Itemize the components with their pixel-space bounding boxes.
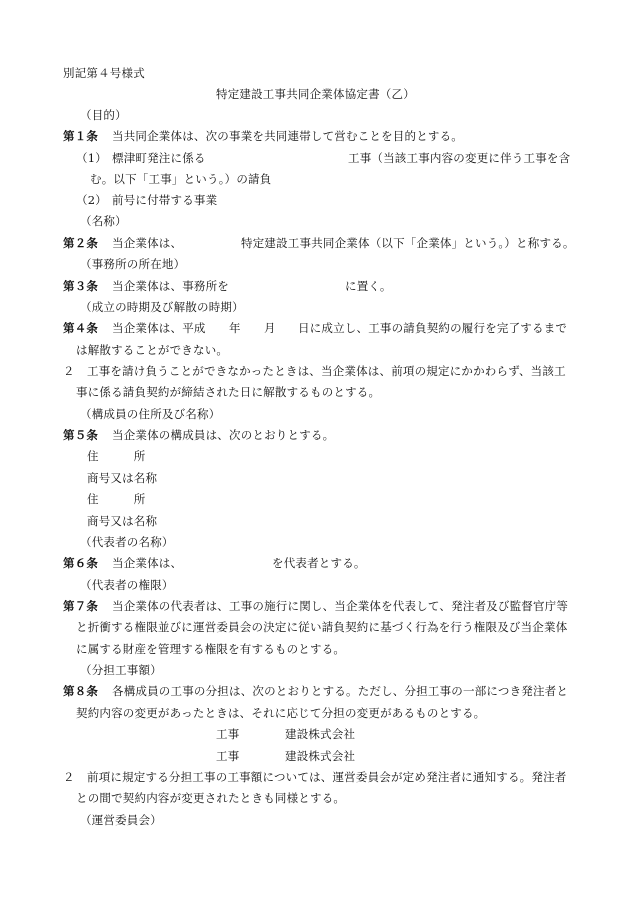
article-4-year: 年 — [229, 321, 241, 335]
heading-name: （名称） — [80, 214, 127, 228]
article-8-para-2-text-b: との間で契約内容が変更されたときも同様とする。 — [76, 791, 346, 805]
heading-members: （構成員の住所及び名称） — [80, 407, 221, 421]
article-4-text-b: 日に成立し、工事の請負契約の履行を完了するまで — [298, 321, 568, 335]
article-8-text-a: 各構成員の工事の分担は、次のとおりとする。ただし、分担工事の一部につき発注者と — [112, 684, 569, 698]
article-7-text-c: に属する財産を管理する権限を有するものとする。 — [76, 642, 346, 656]
share-2-company-suffix: 建設株式会社 — [285, 749, 356, 763]
member-2-company-label: 商号又は名称 — [87, 514, 158, 528]
item-1-text-c: む。以下「工事」という。）の請負 — [90, 172, 272, 186]
member-1-company-label: 商号又は名称 — [87, 471, 158, 485]
item-1-number: （1） — [76, 151, 107, 165]
article-6-number: 第６条 — [63, 556, 99, 570]
item-1-text-a: 標津町発注に係る — [112, 151, 206, 165]
article-4-number: 第４条 — [63, 321, 99, 335]
article-5-number: 第５条 — [63, 428, 99, 442]
article-7-text-a: 当企業体の代表者は、工事の施行に関し、当企業体を代表して、発注者及び監督官庁等 — [112, 599, 569, 613]
heading-representative: （代表者の名称） — [80, 535, 174, 549]
article-4-text-c: は解散することができない。 — [76, 343, 229, 357]
document-title: 特定建設工事共同企業体協定書（乙） — [216, 87, 415, 101]
article-3-text-b: に置く。 — [345, 279, 392, 293]
heading-period: （成立の時期及び解散の時期） — [80, 300, 244, 314]
article-4-text-a: 当企業体は、平成 — [112, 321, 206, 335]
article-3-text-a: 当企業体は、事務所を — [112, 279, 229, 293]
item-1-text-b: 工事（当該工事内容の変更に伴う工事を含 — [348, 151, 571, 165]
article-7-text-b: と折衝する権限並びに運営委員会の決定に従い請負契約に基づく行為を行う権限及び当企業体 — [76, 620, 568, 634]
share-1-company-suffix: 建設株式会社 — [285, 727, 356, 741]
heading-committee: （運営委員会） — [80, 813, 162, 827]
heading-office: （事務所の所在地） — [80, 257, 186, 271]
article-8-number: 第８条 — [63, 684, 99, 698]
heading-purpose: （目的） — [80, 108, 127, 122]
article-1-number: 第１条 — [63, 129, 99, 143]
article-3-number: 第３条 — [63, 279, 99, 293]
item-2-number: （2） — [76, 193, 107, 207]
article-7-number: 第７条 — [63, 599, 99, 613]
article-2-text-b: 特定建設工事共同企業体（以下「企業体」という。）と称する。 — [241, 236, 575, 250]
share-2-work-label: 工事 — [216, 749, 240, 763]
heading-work-share: （分担工事額） — [80, 663, 162, 677]
article-8-para-2-number: ２ — [63, 770, 75, 784]
member-2-address-label: 住 所 — [87, 492, 146, 506]
article-2-text-a: 当企業体は、 — [112, 236, 183, 250]
share-1-work-label: 工事 — [216, 727, 240, 741]
member-1-address-label: 住 所 — [87, 449, 146, 463]
heading-representative-authority: （代表者の権限） — [80, 578, 174, 592]
article-4-para-2-text-a: 工事を請け負うことができなかったときは、当企業体は、前項の規定にかかわらず、当該工 — [87, 364, 566, 378]
article-8-para-2-text-a: 前項に規定する分担工事の工事額については、運営委員会が定め発注者に通知する。発注者 — [87, 770, 567, 784]
article-8-text-b: 契約内容の変更があったときは、それに応じて分担の変更があるものとする。 — [76, 706, 486, 720]
article-4-month: 月 — [264, 321, 276, 335]
form-label: 別記第４号様式 — [63, 66, 145, 80]
article-4-para-2-text-b: 事に係る請負契約が締結された日に解散するものとする。 — [76, 385, 381, 399]
article-2-number: 第２条 — [63, 236, 99, 250]
item-2-text: 前号に付帯する事業 — [112, 193, 218, 207]
article-6-text-b: を代表者とする。 — [272, 556, 366, 570]
article-5-text: 当企業体の構成員は、次のとおりとする。 — [112, 428, 335, 442]
article-1-text: 当共同企業体は、次の事業を共同連帯して営むことを目的とする。 — [112, 129, 463, 143]
article-4-para-2-number: ２ — [63, 364, 75, 378]
article-6-text-a: 当企業体は、 — [112, 556, 183, 570]
